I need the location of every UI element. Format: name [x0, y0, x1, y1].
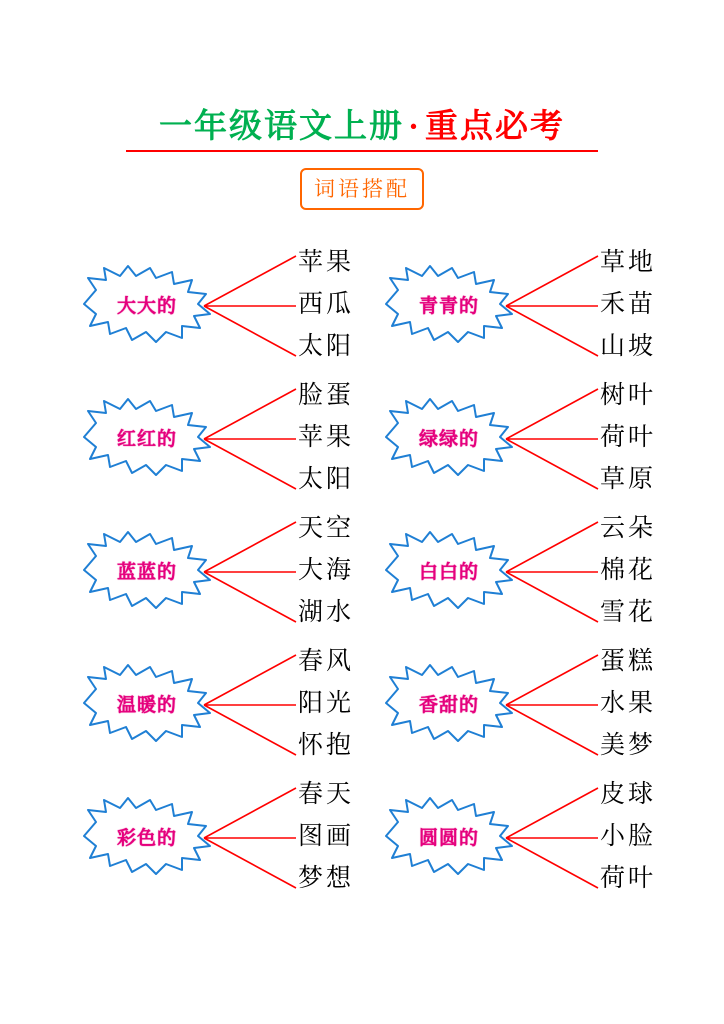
adjective-label: 青青的 [418, 295, 479, 317]
word: 水果 [600, 689, 657, 717]
word: 小脸 [600, 822, 657, 850]
word: 美梦 [600, 731, 657, 759]
word: 草地 [600, 248, 657, 276]
word: 脸蛋 [298, 381, 355, 409]
starburst-shape [78, 663, 216, 743]
subtitle-badge [300, 168, 424, 210]
word: 苹果 [298, 423, 355, 451]
starburst-shape [380, 397, 518, 477]
adjective-label: 绿绿的 [418, 428, 479, 450]
connector-lines [200, 377, 310, 499]
word: 太阳 [298, 332, 355, 360]
word: 湖水 [298, 598, 355, 626]
word: 蛋糕 [600, 647, 657, 675]
starburst-shape [380, 796, 518, 876]
word: 春风 [298, 647, 355, 675]
word: 天空 [298, 514, 355, 542]
word: 春天 [298, 780, 355, 808]
subtitle-text: 词语搭配 [314, 177, 410, 201]
connector-lines [200, 510, 310, 632]
word-list [600, 770, 696, 903]
pair-item [60, 770, 390, 903]
pair-item [60, 371, 390, 504]
word: 图画 [298, 822, 355, 850]
pair-item [60, 504, 390, 637]
word: 山坡 [600, 332, 657, 360]
word: 树叶 [600, 381, 657, 409]
word: 棉花 [600, 556, 657, 584]
starburst-shape [78, 397, 216, 477]
word: 西瓜 [298, 290, 355, 318]
adjective-label: 圆圆的 [418, 827, 479, 849]
title-separator: · [407, 109, 421, 145]
pairs-grid [0, 238, 724, 903]
word: 大海 [298, 556, 355, 584]
pair-item [60, 238, 390, 371]
title-part-b: 重点必考 [425, 109, 565, 145]
pair-item [362, 637, 692, 770]
connector-lines [200, 643, 310, 765]
connector-lines [200, 776, 310, 898]
starburst-shape [78, 530, 216, 610]
pair-item [60, 637, 390, 770]
adjective-label: 白白的 [418, 561, 479, 583]
word: 雪花 [600, 598, 657, 626]
pair-item [362, 238, 692, 371]
pairs-row [0, 504, 724, 637]
connector-lines [502, 776, 612, 898]
page-title [0, 108, 724, 148]
word-list [600, 504, 696, 637]
title-part-a: 一年级语文上册 [158, 109, 404, 145]
word: 阳光 [298, 689, 355, 717]
pairs-row [0, 637, 724, 770]
connector-lines [502, 377, 612, 499]
word: 太阳 [298, 465, 355, 493]
connector-lines [502, 510, 612, 632]
adjective-label: 大大的 [116, 295, 177, 317]
word: 云朵 [600, 514, 657, 542]
starburst-shape [380, 663, 518, 743]
starburst-shape [78, 264, 216, 344]
connector-lines [502, 244, 612, 366]
pairs-row [0, 770, 724, 903]
starburst-shape [380, 530, 518, 610]
pairs-row [0, 238, 724, 371]
word: 荷叶 [600, 423, 657, 451]
starburst-shape [380, 264, 518, 344]
title-underline [126, 150, 598, 152]
word-list [600, 238, 696, 371]
adjective-label: 香甜的 [418, 694, 479, 716]
adjective-label: 彩色的 [116, 827, 177, 849]
word: 怀抱 [298, 731, 355, 759]
word: 荷叶 [600, 864, 657, 892]
pair-item [362, 770, 692, 903]
word: 苹果 [298, 248, 355, 276]
pair-item [362, 371, 692, 504]
connector-lines [502, 643, 612, 765]
connector-lines [200, 244, 310, 366]
word: 草原 [600, 465, 657, 493]
adjective-label: 蓝蓝的 [116, 561, 177, 583]
title-line [0, 108, 724, 148]
word-list [600, 371, 696, 504]
word: 禾苗 [600, 290, 657, 318]
starburst-shape [78, 796, 216, 876]
adjective-label: 红红的 [116, 428, 177, 450]
adjective-label: 温暖的 [116, 694, 177, 716]
pairs-row [0, 371, 724, 504]
pair-item [362, 504, 692, 637]
word: 梦想 [298, 864, 355, 892]
word: 皮球 [600, 780, 657, 808]
word-list [600, 637, 696, 770]
